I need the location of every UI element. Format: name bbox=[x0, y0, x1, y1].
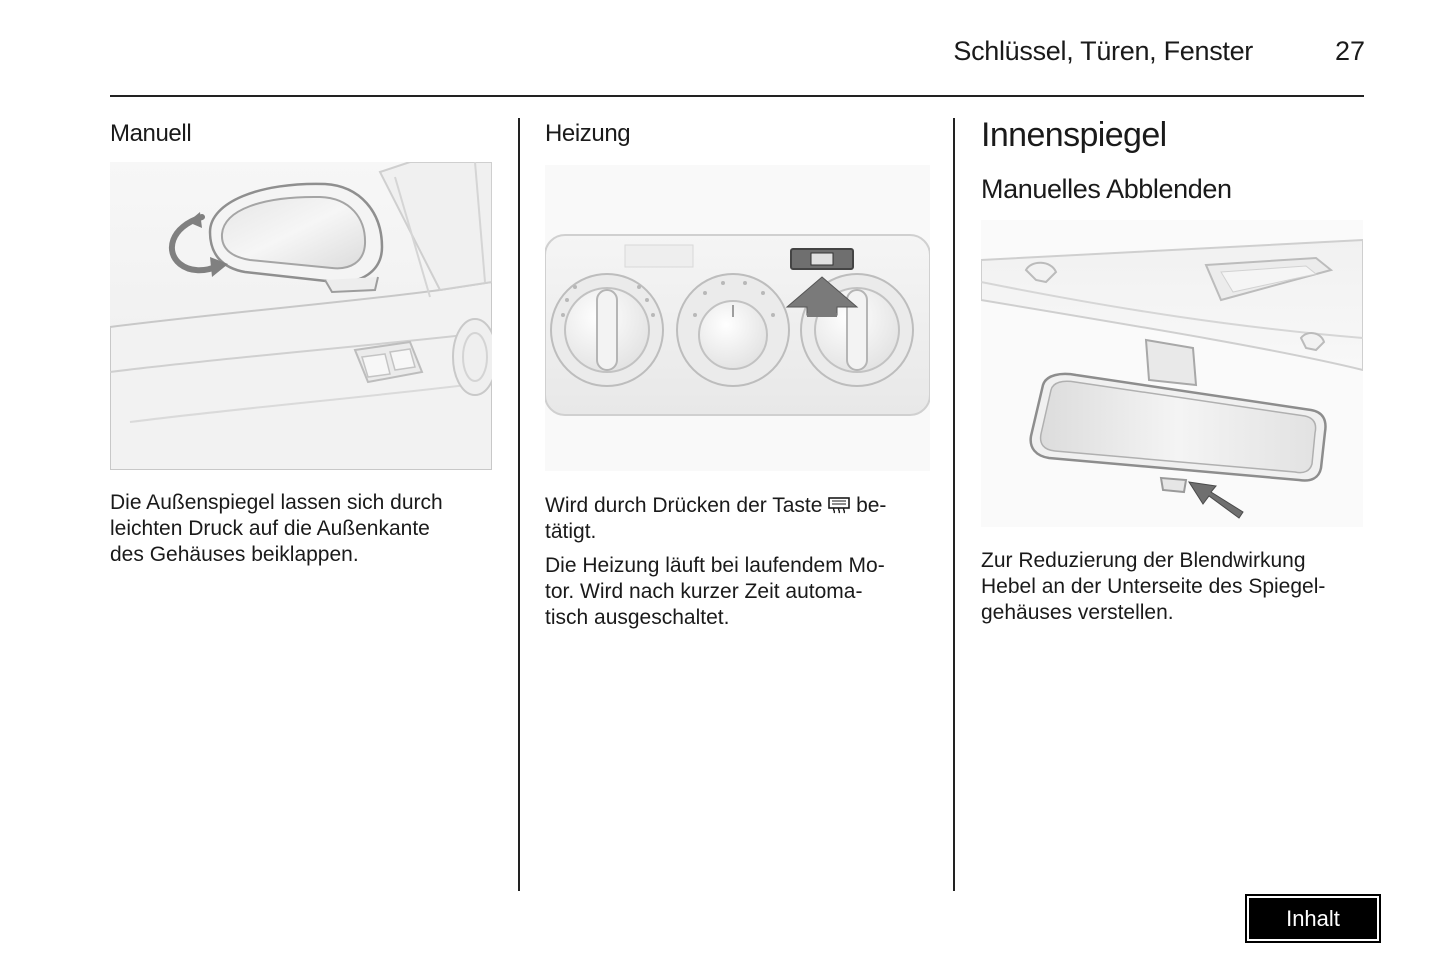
text-line: Die Heizung läuft bei laufendem Mo- bbox=[545, 554, 885, 577]
text-line: des Gehäuses beiklappen. bbox=[110, 543, 359, 566]
text-line: Die Außenspiegel lassen sich durch bbox=[110, 491, 443, 514]
manuell-description bbox=[110, 490, 443, 568]
exterior-mirror-illustration bbox=[110, 162, 492, 470]
subheading-manuelles-abblenden: Manuelles Abblenden bbox=[981, 174, 1232, 204]
heading-manuell: Manuell bbox=[110, 120, 192, 147]
text-line: gehäuses verstellen. bbox=[981, 601, 1174, 624]
heading-heizung: Heizung bbox=[545, 120, 631, 147]
column-divider-2 bbox=[953, 118, 955, 891]
rear-window-heater-icon bbox=[828, 496, 850, 514]
heading-innenspiegel: Innenspiegel bbox=[981, 116, 1167, 154]
column-divider-1 bbox=[518, 118, 520, 891]
header-rule bbox=[110, 95, 1364, 97]
text-run: Wird durch Drücken der Taste bbox=[545, 494, 829, 517]
text-run: be- bbox=[850, 494, 887, 517]
text-line: tisch ausgeschaltet. bbox=[545, 606, 730, 629]
heizung-paragraph-1 bbox=[545, 493, 886, 545]
text-line: Hebel an der Unterseite des Spiegel- bbox=[981, 575, 1326, 598]
text-line: Zur Reduzierung der Blendwirkung bbox=[981, 549, 1306, 572]
text-line bbox=[545, 493, 886, 519]
text-line: tätigt. bbox=[545, 520, 597, 543]
climate-control-panel-illustration bbox=[545, 165, 930, 471]
running-header-title: Schlüssel, Türen, Fenster bbox=[953, 36, 1253, 66]
text-line: leichten Druck auf die Außenkante bbox=[110, 517, 430, 540]
interior-mirror-illustration bbox=[981, 220, 1363, 527]
heizung-paragraph-2 bbox=[545, 553, 885, 631]
contents-button[interactable]: Inhalt bbox=[1245, 894, 1381, 943]
text-line: tor. Wird nach kurzer Zeit automa- bbox=[545, 580, 863, 603]
innenspiegel-description bbox=[981, 548, 1325, 626]
page-number: 27 bbox=[1334, 36, 1365, 66]
